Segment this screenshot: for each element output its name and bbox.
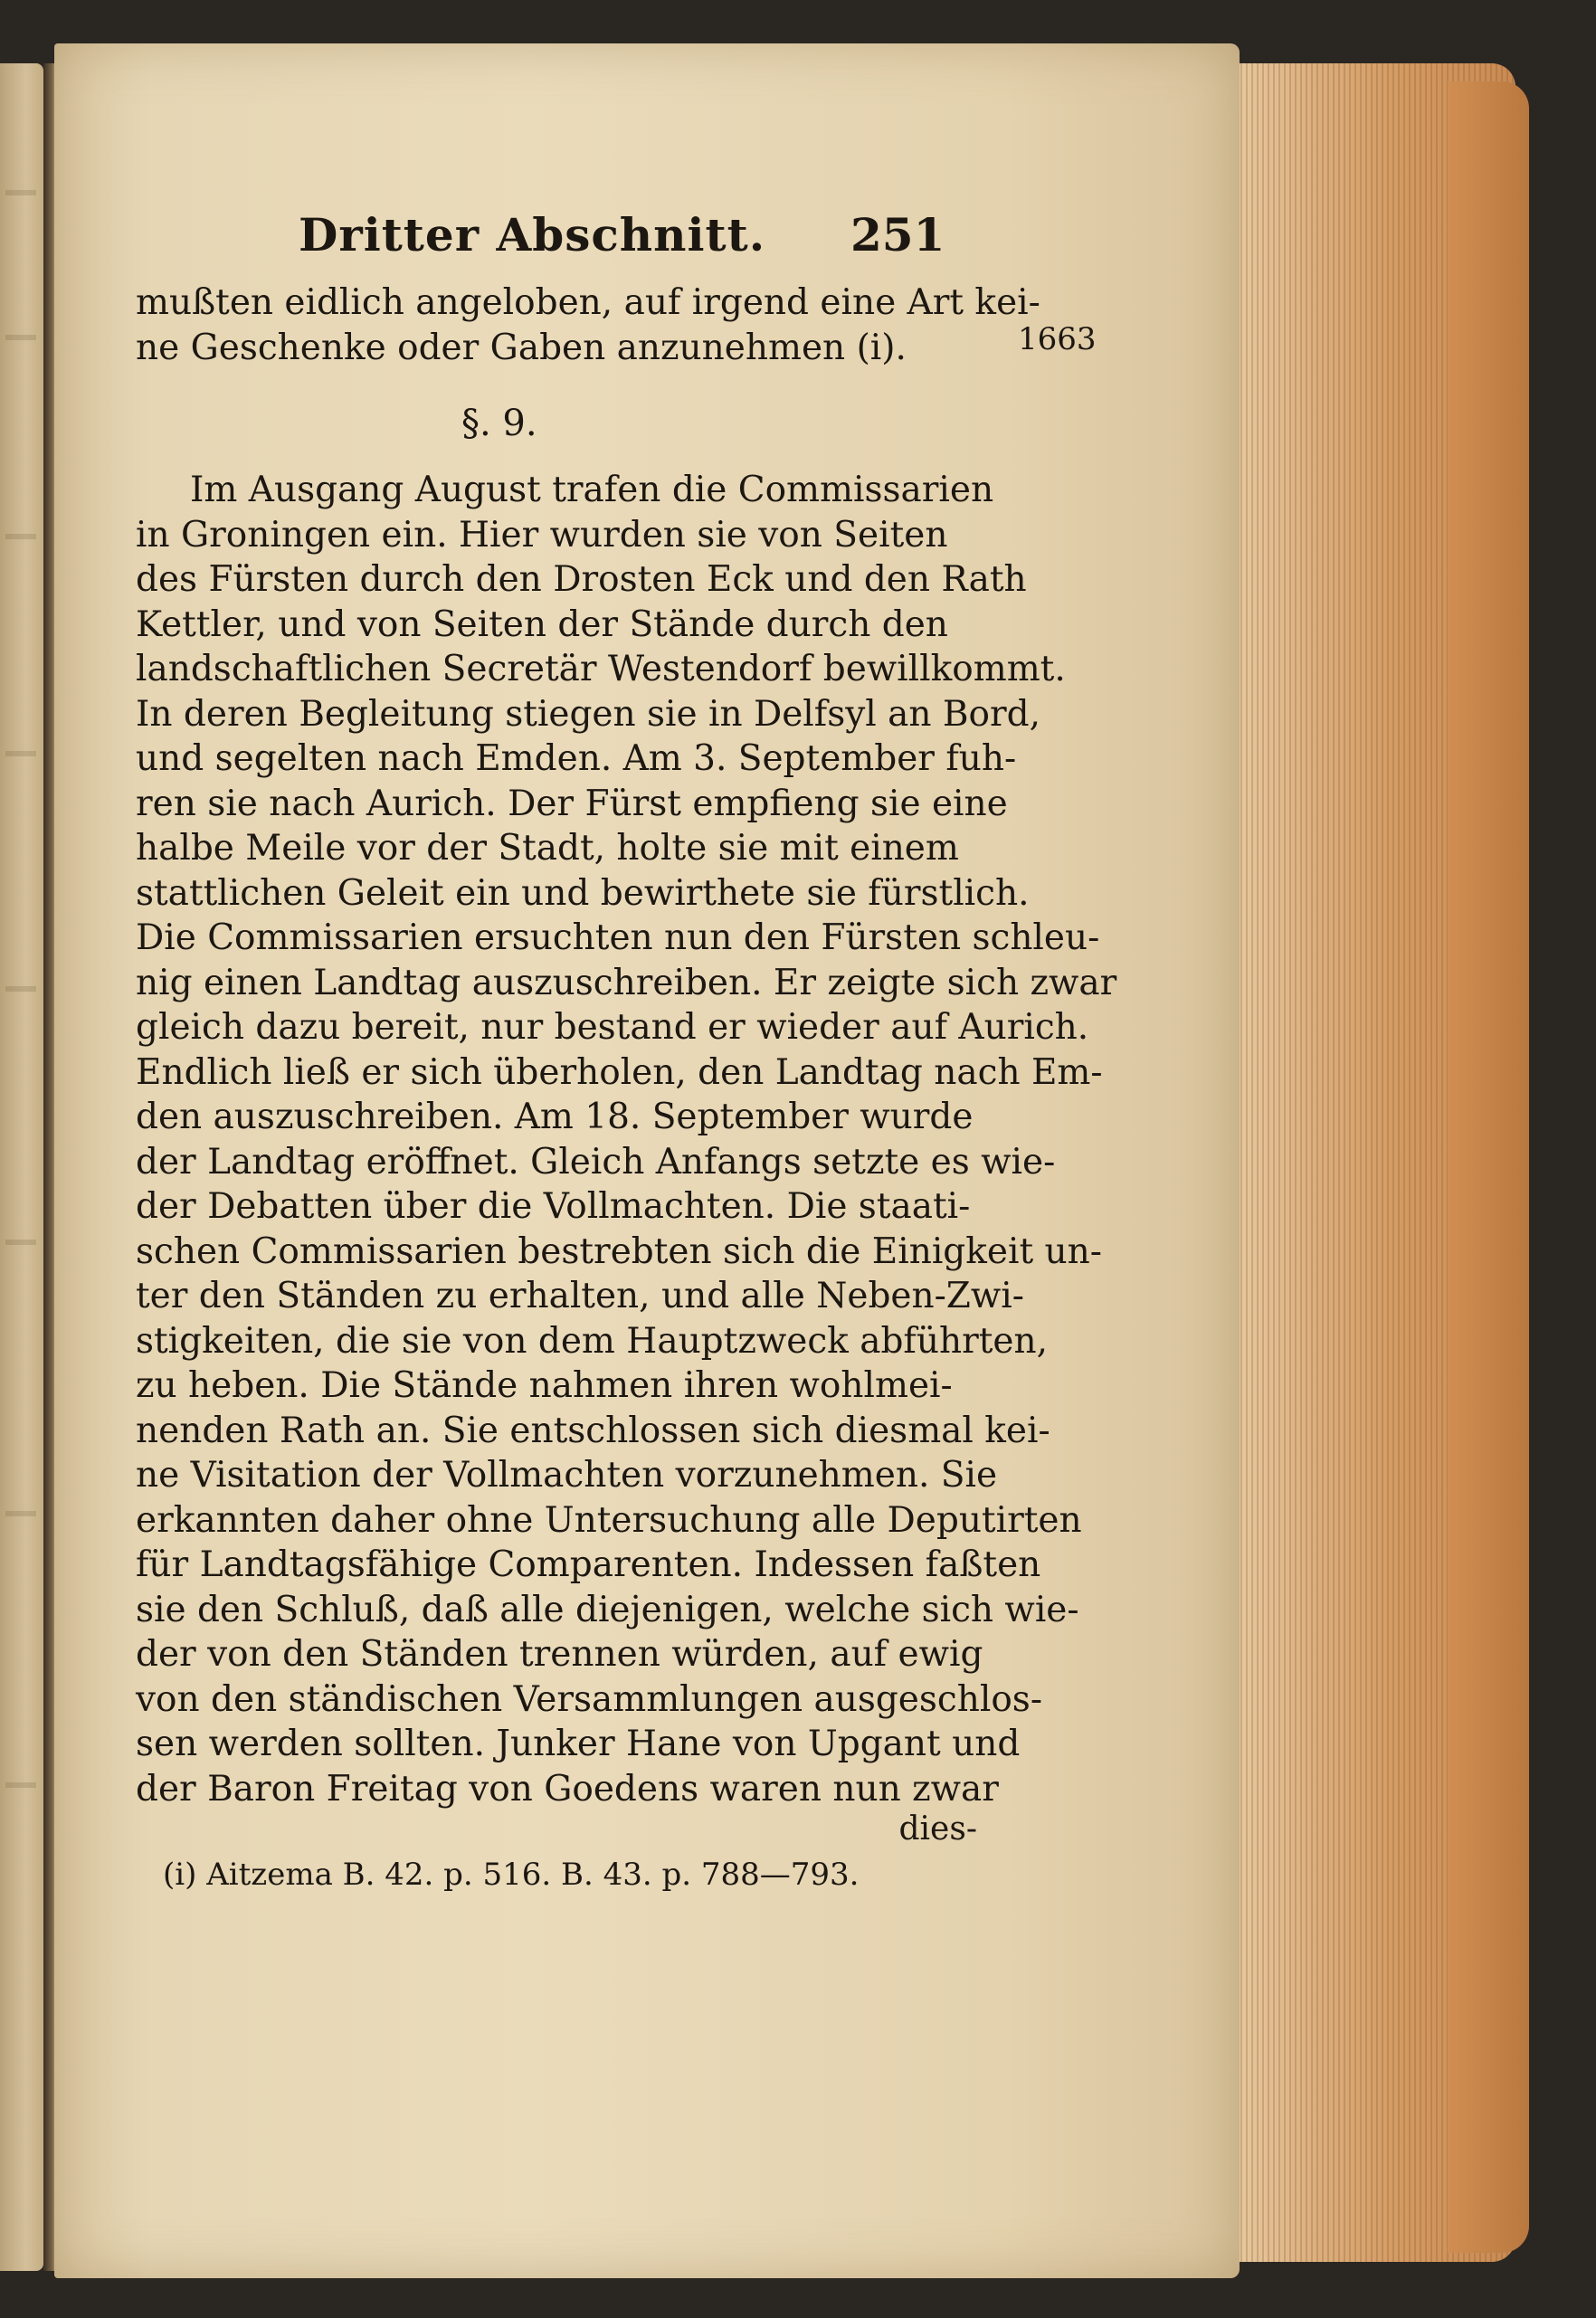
text-line: erkannten daher ohne Untersuchung alle Deputirten (136, 1499, 1082, 1541)
text-line: und segelten nach Emden. Am 3. September fuh- (136, 738, 1017, 779)
text-line: ren sie nach Aurich. Der Fürst empfieng sie eine (136, 783, 1008, 824)
footnote: (i) Aitzema B. 42. p. 516. B. 43. p. 788—793. (163, 1857, 860, 1893)
text-line: landschaftlichen Secretär Westendorf bewillkommt. (136, 649, 1066, 689)
page-header (136, 208, 977, 271)
text-line: Die Commissarien ersuchten nun den Fürsten schleu- (136, 917, 1100, 958)
text-line: halbe Meile vor der Stadt, holte sie mit einem (136, 828, 959, 869)
page-number: 251 (850, 208, 945, 261)
text-line: des Fürsten durch den Drosten Eck und den Rath (136, 559, 1027, 600)
text-line: der Debatten über die Vollmachten. Die staati- (136, 1186, 971, 1227)
text-line: der Baron Freitag von Goedens waren nun zwar (136, 1768, 999, 1810)
running-head: Dritter Abschnitt. (299, 208, 766, 261)
text-line: der von den Ständen trennen würden, auf ewig (136, 1634, 983, 1675)
text-line: der Landtag eröffnet. Gleich Anfangs setzte es wie- (136, 1141, 1056, 1183)
margin-year-note: 1663 (1018, 321, 1097, 357)
paragraph (136, 468, 1117, 1811)
text-line: nenden Rath an. Sie entschlossen sich diesmal kei- (136, 1410, 1050, 1451)
text-line: stigkeiten, die sie von dem Hauptzweck abführten, (136, 1320, 1049, 1362)
text-line: zu heben. Die Stände nahmen ihren wohlmei- (136, 1365, 953, 1406)
left-page-edge (0, 63, 43, 2271)
intro-lines (136, 280, 1040, 370)
text-line: In deren Begleitung stiegen sie in Delfsyl an Bord, (136, 693, 1041, 735)
section-heading: §. 9. (461, 403, 537, 444)
text-line: Endlich ließ er sich überholen, den Landtag nach Em- (136, 1051, 1103, 1093)
book-cover-edge (1448, 81, 1529, 2253)
catchword: dies- (898, 1810, 977, 1848)
text-line: in Groningen ein. Hier wurden sie von Seiten (136, 514, 948, 556)
text-line: ter den Ständen zu erhalten, und alle Neben-Zwi- (136, 1276, 1024, 1316)
text-line: sen werden sollten. Junker Hane von Upgant und (136, 1724, 1021, 1764)
text-line: stattlichen Geleit ein und bewirthete sie fürstlich. (136, 872, 1030, 914)
text-line: für Landtagsfähige Comparenten. Indessen faßten (136, 1544, 1041, 1585)
text-line: den auszuschreiben. Am 18. September wurde (136, 1097, 974, 1137)
text-line: mußten eidlich angeloben, auf irgend eine Art kei- (136, 282, 1040, 323)
text-line: ne Geschenke oder Gaben anzunehmen (i). (136, 327, 907, 368)
text-line: von den ständischen Versammlungen ausgeschlos- (136, 1678, 1043, 1720)
text-line: Im Ausgang August trafen die Commissarien (190, 470, 994, 510)
page-content (136, 208, 1117, 1893)
text-line: Kettler, und von Seiten der Stände durch den (136, 603, 948, 645)
text-line: sie den Schluß, daß alle diejenigen, welche sich wie- (136, 1589, 1079, 1630)
text-line: gleich dazu bereit, nur bestand er wieder auf Aurich. (136, 1007, 1089, 1048)
text-line: schen Commissarien bestrebten sich die Einigkeit un- (136, 1230, 1102, 1272)
text-line: ne Visitation der Vollmachten vorzunehmen. Sie (136, 1455, 998, 1496)
text-line: nig einen Landtag auszuschreiben. Er zeigte sich zwar (136, 962, 1117, 1003)
